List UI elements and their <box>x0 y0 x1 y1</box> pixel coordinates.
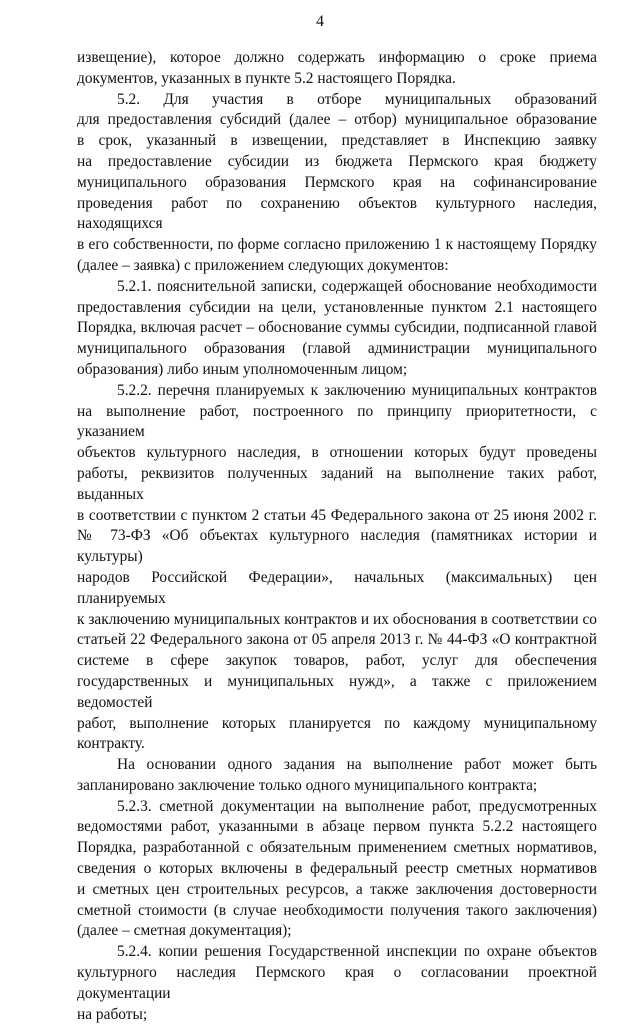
text-line: на предоставление субсидии из бюджета Пермского края бюджету <box>77 152 597 170</box>
text-line: в соответствии с пунктом 2 статьи 45 Федерального закона от 25 июня 2002 г. <box>77 506 597 524</box>
subsection-line: 5.2.3. сметной документации на выполнение работ, предусмотренных <box>117 797 597 815</box>
text-line: образования) либо иным уполномоченным лицом; <box>77 360 408 378</box>
text-line: в его собственности, по форме согласно приложению 1 к настоящему Порядку <box>77 236 597 254</box>
text-line: сметной стоимости (в случае необходимости получения такого заключения) <box>77 901 597 919</box>
text-line: сведения о которых включены в федеральный реестр сметных нормативов <box>77 860 597 878</box>
text-line: народов Российской Федерации», начальных (максимальных) цен планируемых <box>77 568 597 607</box>
text-line: работ, выполнение которых планируется по каждому муниципальному <box>77 714 597 732</box>
text-line: № 73-ФЗ «Об объектах культурного наследия (памятниках истории и культуры) <box>77 527 597 566</box>
text-line: статьей 22 Федерального закона от 05 апреля 2013 г. № 44-ФЗ «О контрактной <box>77 631 597 649</box>
text-line: запланировано заключение только одного муниципального контракта; <box>77 776 538 794</box>
text-line: и сметных цен строительных ресурсов, а также заключения достоверности <box>77 880 597 898</box>
text-line: контракту. <box>77 735 145 753</box>
text-line: к заключению муниципальных контрактов и их обоснования в соответствии со <box>77 610 597 628</box>
text-line: На основании одного задания на выполнение работ может быть <box>117 756 597 774</box>
document-body <box>77 48 597 1025</box>
text-line: для предоставления субсидий (далее – отбор) муниципальное образование <box>77 111 597 129</box>
text-line: системе в сфере закупок товаров, работ, услуг для обеспечения <box>77 652 597 670</box>
text-line: в срок, указанный в извещении, представляет в Инспекцию заявку <box>77 132 597 150</box>
text-line: проведения работ по сохранению объектов культурного наследия, находящихся <box>77 194 597 233</box>
text-line: (далее – сметная документация); <box>77 922 292 940</box>
text-line: извещение), которое должно содержать информацию о сроке приема <box>77 49 597 66</box>
text-line: муниципального образования Пермского края на софинансирование <box>77 173 597 191</box>
text-line: документов, указанных в пункте 5.2 настоящего Порядка. <box>77 69 456 87</box>
subsection-line: 5.2.4. копии решения Государственной инспекции по охране объектов <box>117 943 597 961</box>
text-line: (далее – заявка) с приложением следующих документов: <box>77 256 449 274</box>
text-line: объектов культурного наследия, в отношении которых будут проведены <box>77 444 597 462</box>
text-line: ведомостями работ, указанными в абзаце первом пункта 5.2.2 настоящего <box>77 818 597 836</box>
text-line: государственных и муниципальных нужд», а также с приложением ведомостей <box>77 672 597 711</box>
text-line: Порядка, разработанной с обязательным применением сметных нормативов, <box>77 839 597 857</box>
text-line: на работы; <box>77 1005 148 1023</box>
text-line: Порядка, включая расчет – обоснование суммы субсидии, подписанной главой <box>77 319 597 337</box>
section-heading-line: 5.2. Для участия в отборе муниципальных образований <box>117 90 597 108</box>
text-line: муниципального образования (главой администрации муниципального <box>77 340 597 358</box>
text-line: культурного наследия Пермского края о согласовании проектной документации <box>77 964 597 1002</box>
text-line: на выполнение работ, построенного по принципу приоритетности, с указанием <box>77 402 597 441</box>
text-line: работы, реквизитов полученных заданий на выполнение таких работ, выданных <box>77 464 597 503</box>
text-line: предоставления субсидии на цели, установленные пунктом 2.1 настоящего <box>77 298 597 316</box>
subsection-line: 5.2.1. пояснительной записки, содержащей обоснование необходимости <box>117 277 597 295</box>
page-number: 4 <box>316 13 324 30</box>
subsection-line: 5.2.2. перечня планируемых к заключению муниципальных контрактов <box>117 381 597 399</box>
